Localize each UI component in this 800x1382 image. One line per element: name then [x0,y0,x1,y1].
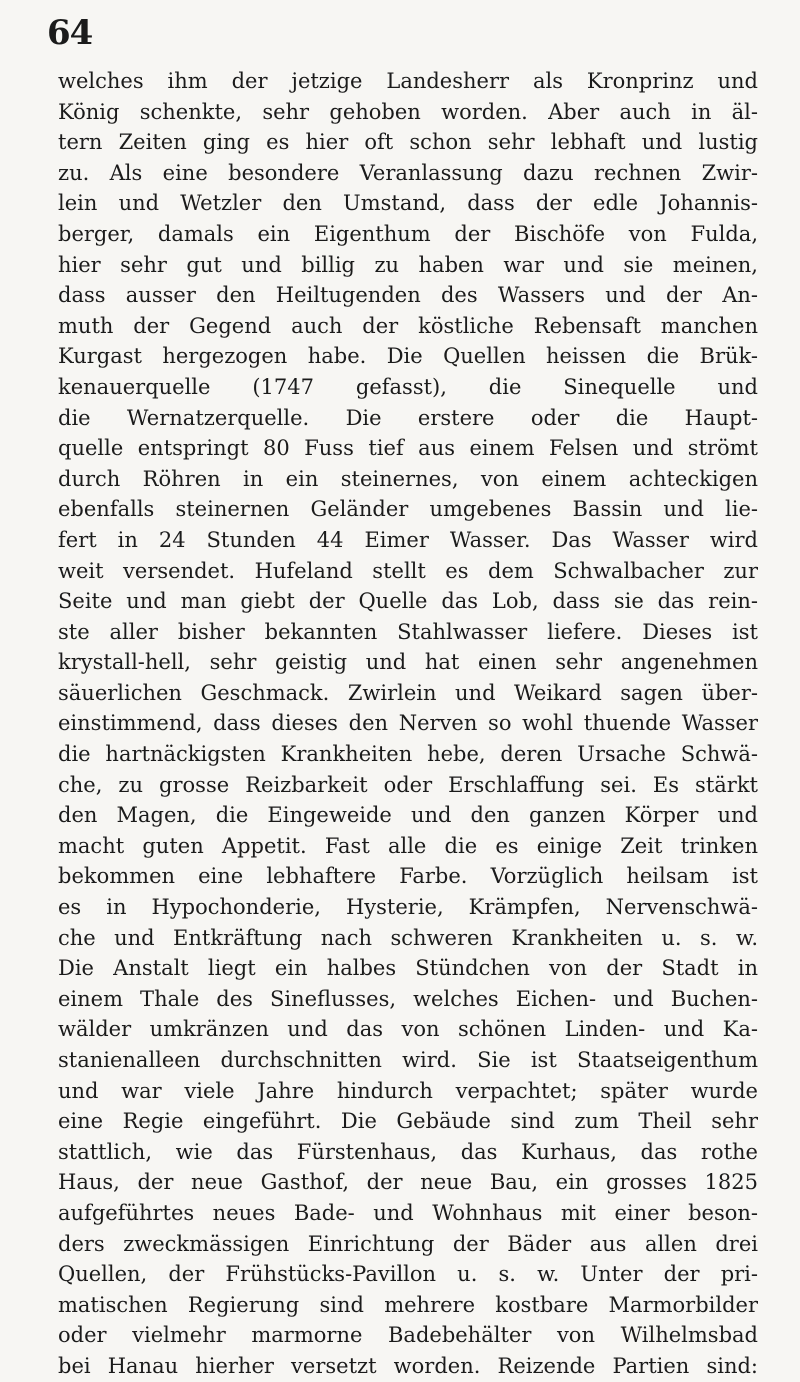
body-text [58,66,758,1382]
text-line: einstimmend, dass dieses den Nerven so wohl thuende Wasser [58,711,758,736]
text-line: die Wernatzerquelle. Die erstere oder die Haupt- [58,405,758,430]
text-line: bei Hanau hierher versetzt worden. Reizende Partien sind: [58,1353,758,1378]
text-line: berger, damals ein Eigenthum der Bischöfe von Fulda, [58,221,758,246]
text-line: stanienalleen durchschnitten wird. Sie ist Staatseigenthum [58,1048,758,1072]
page-number: 64 [47,13,93,53]
text-line: stattlich, wie das Fürstenhaus, das Kurhaus, das rothe [58,1139,758,1164]
text-line: Seite und man giebt der Quelle das Lob, dass sie das rein- [58,589,758,614]
text-line: che und Entkräftung nach schweren Krankheiten u. s. w. [58,925,758,950]
text-line: weit versendet. Hufeland stellt es dem Schwalbacher zur [58,558,758,583]
text-line: zu. Als eine besondere Veranlassung dazu rechnen Zwir- [58,160,758,185]
text-line: dass ausser den Heiltugenden des Wassers und der An- [58,283,758,308]
text-line: Quellen, der Frühstücks-Pavillon u. s. w. Unter der pri- [58,1262,758,1287]
text-line: ste aller bisher bekannten Stahlwasser liefere. Dieses ist [58,619,758,644]
text-line: die hartnäckigsten Krankheiten hebe, deren Ursache Schwä- [58,742,758,767]
text-line: säuerlichen Geschmack. Zwirlein und Weikard sagen über- [58,680,758,705]
text-line: lein und Wetzler den Umstand, dass der edle Johannis- [58,191,758,216]
text-line: Kurgast hergezogen habe. Die Quellen heissen die Brük- [58,344,758,369]
text-line: aufgeführtes neues Bade- und Wohnhaus mit einer beson- [58,1200,758,1225]
text-line: es in Hypochonderie, Hysterie, Krämpfen, Nervenschwä- [58,895,758,920]
text-line: macht guten Appetit. Fast alle die es einige Zeit trinken [58,833,758,858]
text-line: krystall-hell, sehr geistig und hat einen sehr angenehmen [58,650,758,675]
text-line: oder vielmehr marmorne Badebehälter von Wilhelmsbad [58,1323,758,1348]
text-line: matischen Regierung sind mehrere kostbare Marmorbilder [58,1292,758,1317]
text-line: hier sehr gut und billig zu haben war und sie meinen, [58,252,758,277]
text-line: che, zu grosse Reizbarkeit oder Erschlaffung sei. Es stärkt [58,772,758,797]
text-line: quelle entspringt 80 Fuss tief aus einem Felsen und strömt [58,436,758,461]
text-line: welches ihm der jetzige Landesherr als Kronprinz und [58,69,758,93]
text-line: tern Zeiten ging es hier oft schon sehr lebhaft und lustig [58,130,758,155]
text-line: einem Thale des Sineflusses, welches Eichen- und Buchen- [58,986,758,1011]
text-line: wälder umkränzen und das von schönen Linden- und Ka- [58,1017,758,1042]
text-line: ebenfalls steinernen Geländer umgebenes Bassin und lie- [58,497,758,522]
text-line: muth der Gegend auch der köstliche Rebensaft manchen [58,313,758,338]
text-line: Die Anstalt liegt ein halbes Stündchen von der Stadt in [58,956,758,981]
text-line: Haus, der neue Gasthof, der neue Bau, ein grosses 1825 [58,1170,758,1195]
text-line: eine Regie eingeführt. Die Gebäude sind zum Theil sehr [58,1109,758,1134]
text-line: König schenkte, sehr gehoben worden. Aber auch in äl- [58,99,758,124]
text-line: und war viele Jahre hindurch verpachtet; später wurde [58,1078,758,1103]
text-line: fert in 24 Stunden 44 Eimer Wasser. Das Wasser wird [58,527,758,552]
text-line: den Magen, die Eingeweide und den ganzen Körper und [58,803,758,828]
text-line: kenauerquelle (1747 gefasst), die Sinequelle und [58,374,758,399]
text-line: durch Röhren in ein steinernes, von einem achteckigen [58,466,758,491]
text-line: ders zweckmässigen Einrichtung der Bäder aus allen drei [58,1231,758,1256]
text-line: bekommen eine lebhaftere Farbe. Vorzüglich heilsam ist [58,864,758,889]
